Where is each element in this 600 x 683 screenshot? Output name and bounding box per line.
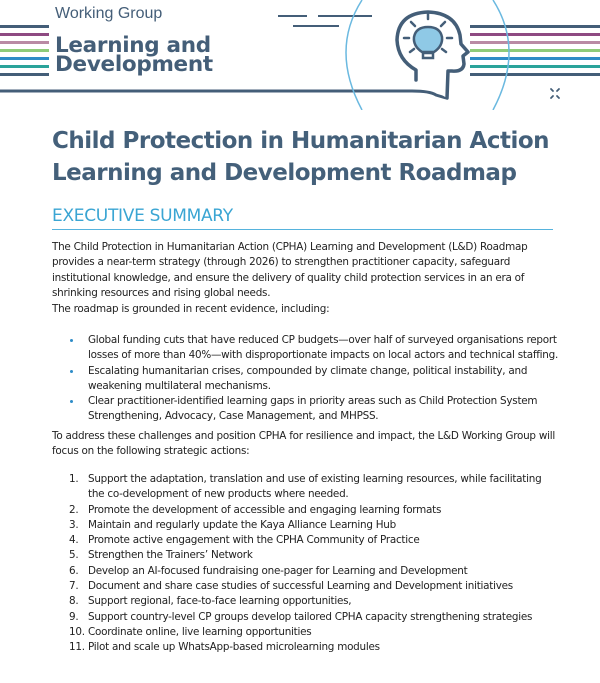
page-header [0, 0, 600, 110]
list-item-text: Promote the development of accessible and engaging learning formats [88, 503, 442, 516]
evidence-list [52, 333, 560, 425]
list-item-text: Support the adaptation, translation and use of existing learning resources, while facilitating the co-development of new products where needed. [88, 473, 542, 501]
list-item [52, 610, 560, 625]
logo-line-2: Development [55, 52, 213, 77]
left-color-stripes [0, 25, 49, 76]
list-item-text: Promote active engagement with the CPHA Community of Practice [88, 534, 420, 547]
list-item [52, 594, 560, 609]
list-item [52, 333, 560, 364]
right-color-stripes [470, 25, 600, 76]
list-number: 10. [69, 625, 85, 638]
list-item [52, 503, 560, 518]
list-item [52, 625, 560, 640]
list-item [52, 472, 560, 503]
list-item-text: Pilot and scale up WhatsApp-based microlearning modules [88, 641, 380, 654]
orbit-arc-right [493, 0, 509, 110]
list-item-text: Strengthen the Trainers’ Network [88, 549, 253, 562]
list-item [52, 533, 560, 548]
list-number: 7. [69, 580, 79, 593]
list-number: 11. [69, 641, 85, 654]
speed-lines [278, 16, 372, 26]
list-item-text: Global funding cuts that have reduced CP budgets—over half of surveyed organisations report losses of more than 40%—with disproportionate impacts on local actors and technical staffing. [88, 334, 559, 362]
working-group-label: Working Group [55, 5, 163, 22]
list-number: 4. [69, 534, 79, 547]
head-lightbulb-icon [397, 12, 468, 98]
list-item [52, 579, 560, 594]
list-number: 3. [69, 518, 79, 531]
list-item [52, 640, 560, 655]
list-item-text: Document and share case studies of successful Learning and Development initiatives [88, 580, 513, 593]
logo-line-1: Learning and [55, 33, 211, 58]
section-heading-text: EXECUTIVE SUMMARY [52, 206, 233, 226]
list-item-text: Support country-level CP groups develop tailored CPHA capacity strengthening strategies [88, 610, 533, 623]
list-item-text: Escalating humanitarian crises, compounded by climate change, political instability, and weakening multilateral mechanisms. [88, 364, 528, 392]
actions-intro: To address these challenges and position CPHA for resilience and impact, the L&D Working Group will focus on the following strategic actions: [52, 430, 555, 458]
bullet-icon [70, 400, 73, 403]
strategic-actions-list [52, 472, 560, 656]
list-number: 8. [69, 595, 79, 608]
bullet-icon [70, 370, 73, 373]
list-item [52, 518, 560, 533]
list-item-text: Coordinate online, live learning opportunities [88, 625, 312, 638]
bullet-icon [70, 339, 73, 342]
evidence-intro: The roadmap is grounded in recent evidence, including: [52, 303, 330, 315]
header-bottom-rule [0, 91, 446, 98]
intro-paragraph: The Child Protection in Humanitarian Action (CPHA) Learning and Development (L&D) Roadmap provides a near-term strategy (through 2026) to strengthen practitioner capacity, safeguard institutional knowledge, and ensure the delivery of quality child protection services in an era of shrinking resources and rising global needs. [52, 241, 528, 299]
list-number: 5. [69, 549, 79, 562]
list-number: 1. [69, 473, 79, 485]
list-item-text: Support regional, face-to-face learning opportunities, [88, 595, 352, 608]
section-heading [52, 205, 553, 230]
list-item [52, 394, 560, 425]
list-number: 2. [69, 503, 79, 516]
document-title: Child Protection in Humanitarian Action Learning and Development Roadmap [52, 128, 550, 186]
logo-title [55, 33, 213, 77]
list-item-text: Clear practitioner-identified learning gaps in priority areas such as Child Protection System Strengthening, Advocacy, Case Management, and MHPSS. [88, 395, 538, 423]
list-item-text: Maintain and regularly update the Kaya Alliance Learning Hub [88, 518, 396, 531]
list-item [52, 564, 560, 579]
sparkle-icon [551, 89, 559, 98]
list-number: 6. [69, 564, 79, 577]
list-number: 9. [69, 610, 79, 623]
list-item [52, 548, 560, 563]
list-item-text: Develop an AI-focused fundraising one-pager for Learning and Development [88, 564, 468, 577]
list-item [52, 364, 560, 395]
